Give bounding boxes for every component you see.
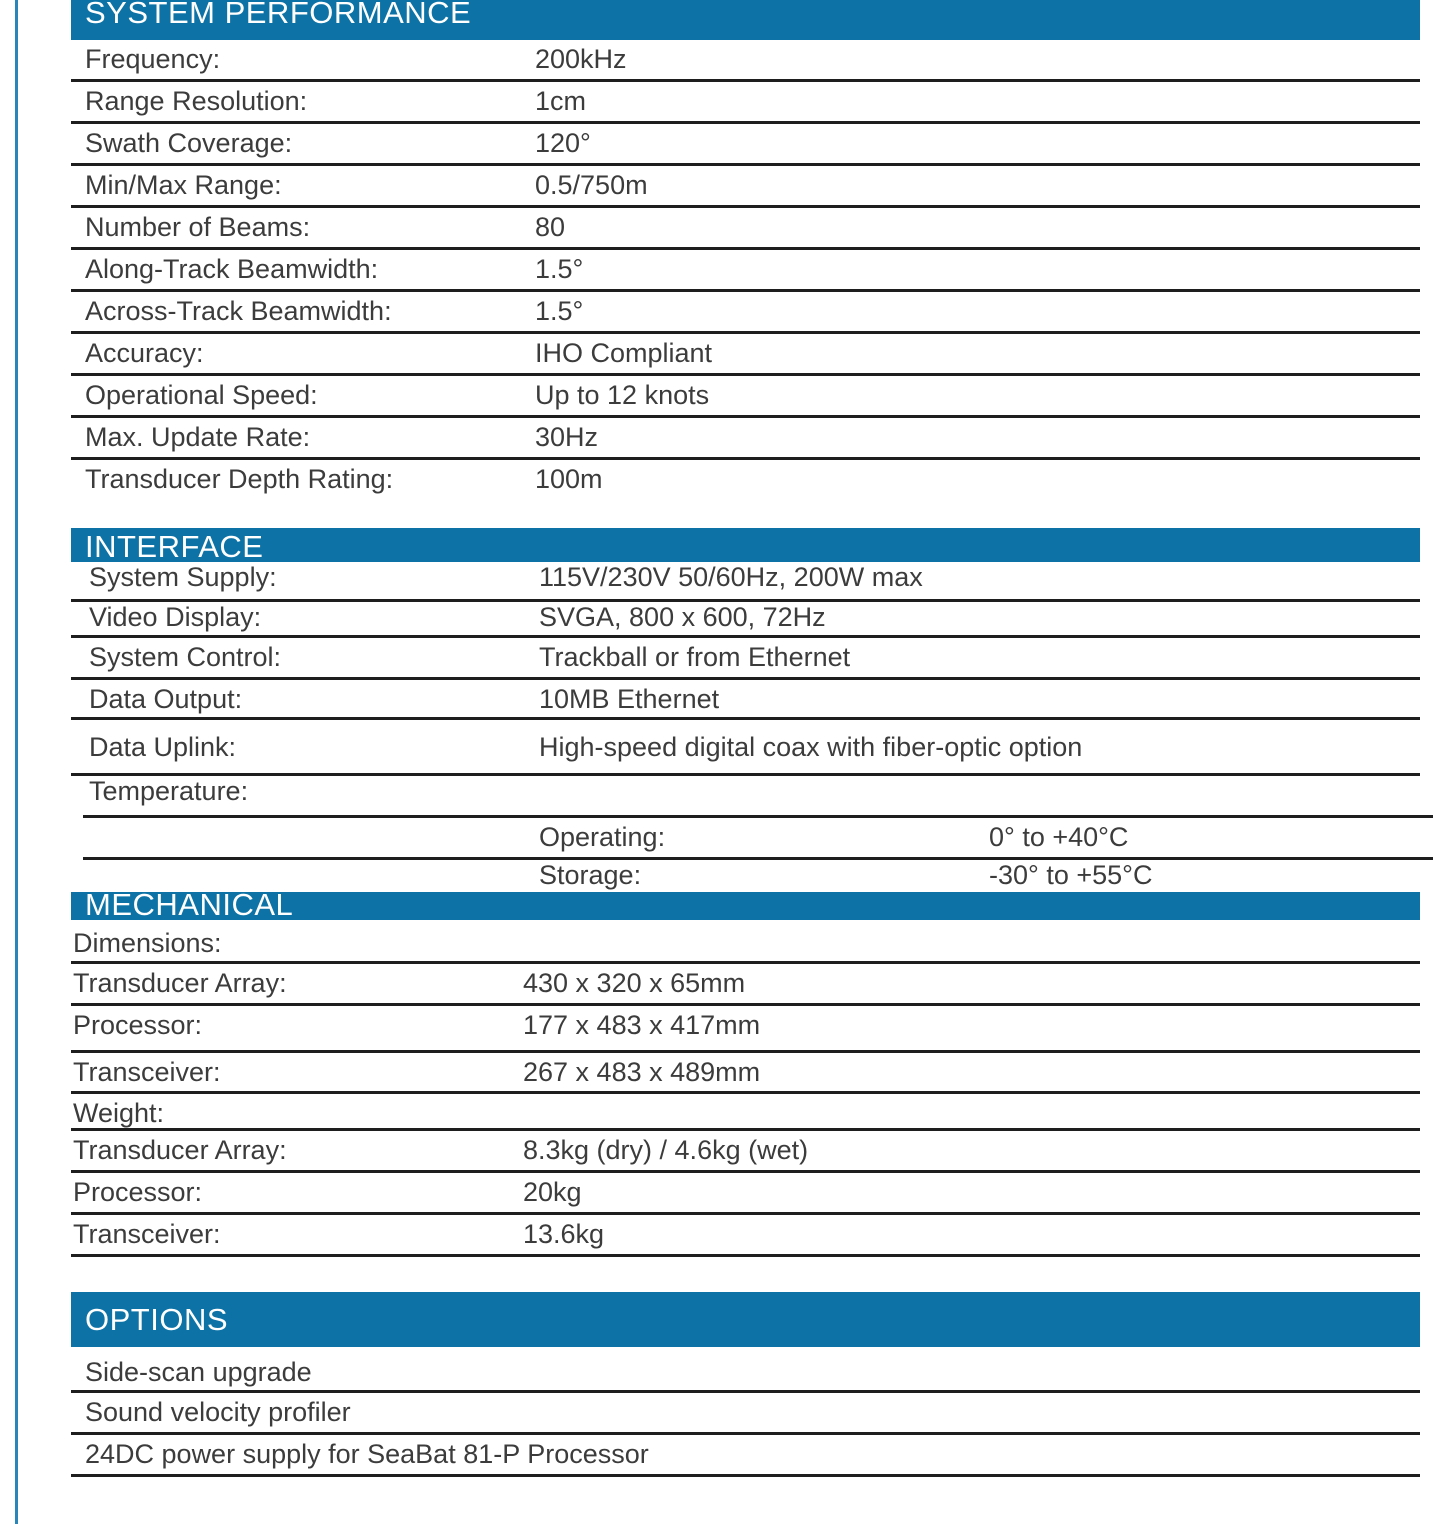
spec-row xyxy=(71,562,1420,602)
spec-label: Along-Track Beamwidth: xyxy=(85,254,379,284)
spec-label: Frequency: xyxy=(85,44,221,74)
spec-value: 1.5° xyxy=(535,296,584,326)
spec-row xyxy=(71,334,1420,376)
spec-group-row xyxy=(71,1094,1420,1131)
spec-label: Accuracy: xyxy=(85,338,204,368)
spec-row xyxy=(71,1131,1420,1173)
spec-row xyxy=(71,460,1420,502)
option-row xyxy=(71,1393,1420,1435)
spec-label: Max. Update Rate: xyxy=(85,422,311,452)
spec-row xyxy=(71,602,1420,638)
spec-label: Transceiver: xyxy=(73,1219,221,1249)
temperature-row xyxy=(83,818,1433,860)
spec-value: IHO Compliant xyxy=(535,338,713,368)
spec-value: 267 x 483 x 489mm xyxy=(523,1057,761,1087)
spec-row xyxy=(71,1173,1420,1215)
spec-value: 0.5/750m xyxy=(535,170,648,200)
spec-row xyxy=(71,418,1420,460)
spec-label: Temperature: xyxy=(89,776,249,806)
spec-label: Transducer Array: xyxy=(73,968,287,998)
spec-value: 0° to +40°C xyxy=(989,822,1129,852)
spec-value: 1cm xyxy=(535,86,587,116)
spec-row xyxy=(71,166,1420,208)
spec-row xyxy=(71,82,1420,124)
spec-value: 20kg xyxy=(523,1177,582,1207)
spec-label: Range Resolution: xyxy=(85,86,308,116)
spec-label: Transceiver: xyxy=(73,1057,221,1087)
spec-group-label: Dimensions: xyxy=(73,928,222,958)
spec-value: -30° to +55°C xyxy=(989,860,1153,890)
spec-value: 430 x 320 x 65mm xyxy=(523,968,746,998)
spec-label: Transducer Array: xyxy=(73,1135,287,1165)
spec-label: Min/Max Range: xyxy=(85,170,282,200)
system-performance-section xyxy=(71,0,1420,502)
interface-section xyxy=(71,528,1420,896)
spec-label: Video Display: xyxy=(89,602,262,632)
spec-row xyxy=(71,1215,1420,1257)
spec-row xyxy=(71,680,1420,720)
section-header: SYSTEM PERFORMANCE xyxy=(71,0,1420,40)
section-header: INTERFACE xyxy=(71,528,1420,562)
spec-group-label: Weight: xyxy=(73,1098,165,1128)
spec-label: Data Uplink: xyxy=(89,732,237,762)
temperature-row xyxy=(71,860,1420,896)
spec-value: 10MB Ethernet xyxy=(539,684,720,714)
option-row xyxy=(71,1347,1420,1393)
spec-value: Up to 12 knots xyxy=(535,380,710,410)
spec-value: Trackball or from Ethernet xyxy=(539,642,851,672)
spec-label: Number of Beams: xyxy=(85,212,311,242)
spec-label: Data Output: xyxy=(89,684,243,714)
spec-row xyxy=(71,1006,1420,1053)
spec-value: 80 xyxy=(535,212,566,242)
spec-value: SVGA, 800 x 600, 72Hz xyxy=(539,602,826,632)
option-label: 24DC power supply for SeaBat 81-P Processor xyxy=(85,1439,649,1469)
option-row xyxy=(71,1435,1420,1477)
option-label: Sound velocity profiler xyxy=(85,1397,351,1427)
spec-group-row xyxy=(71,920,1420,964)
spec-value: 177 x 483 x 417mm xyxy=(523,1010,761,1040)
spec-label: Across-Track Beamwidth: xyxy=(85,296,392,326)
page-margin-line xyxy=(15,0,18,1524)
spec-label: Transducer Depth Rating: xyxy=(85,464,394,494)
spec-row xyxy=(71,376,1420,418)
spec-value: 30Hz xyxy=(535,422,599,452)
spec-label: Processor: xyxy=(73,1010,203,1040)
spec-row xyxy=(71,124,1420,166)
spec-value: High-speed digital coax with fiber-optic option xyxy=(539,732,1083,762)
spec-value: 100m xyxy=(535,464,603,494)
options-section xyxy=(71,1292,1420,1477)
spec-label: Swath Coverage: xyxy=(85,128,293,158)
section-header: MECHANICAL xyxy=(71,892,1420,920)
spec-row xyxy=(71,250,1420,292)
spec-row xyxy=(71,40,1420,82)
spec-label: Operating: xyxy=(539,822,666,852)
spec-value: 8.3kg (dry) / 4.6kg (wet) xyxy=(523,1135,809,1165)
spec-row xyxy=(83,776,1433,818)
spec-value: 120° xyxy=(535,128,591,158)
section-header: OPTIONS xyxy=(71,1292,1420,1347)
spec-row xyxy=(71,292,1420,334)
spec-row xyxy=(71,638,1420,680)
spec-row xyxy=(71,1053,1420,1094)
mechanical-section xyxy=(71,892,1420,1257)
spec-value: 13.6kg xyxy=(523,1219,605,1249)
spec-label: System Control: xyxy=(89,642,282,672)
spec-value: 1.5° xyxy=(535,254,584,284)
spec-label: Storage: xyxy=(539,860,642,890)
spec-value: 200kHz xyxy=(535,44,627,74)
spec-label: Operational Speed: xyxy=(85,380,318,410)
spec-value: 115V/230V 50/60Hz, 200W max xyxy=(539,562,923,592)
option-label: Side-scan upgrade xyxy=(85,1357,312,1387)
spec-row xyxy=(71,964,1420,1006)
spec-row xyxy=(71,208,1420,250)
spec-row xyxy=(71,720,1420,776)
spec-label: Processor: xyxy=(73,1177,203,1207)
spec-label: System Supply: xyxy=(89,562,277,592)
